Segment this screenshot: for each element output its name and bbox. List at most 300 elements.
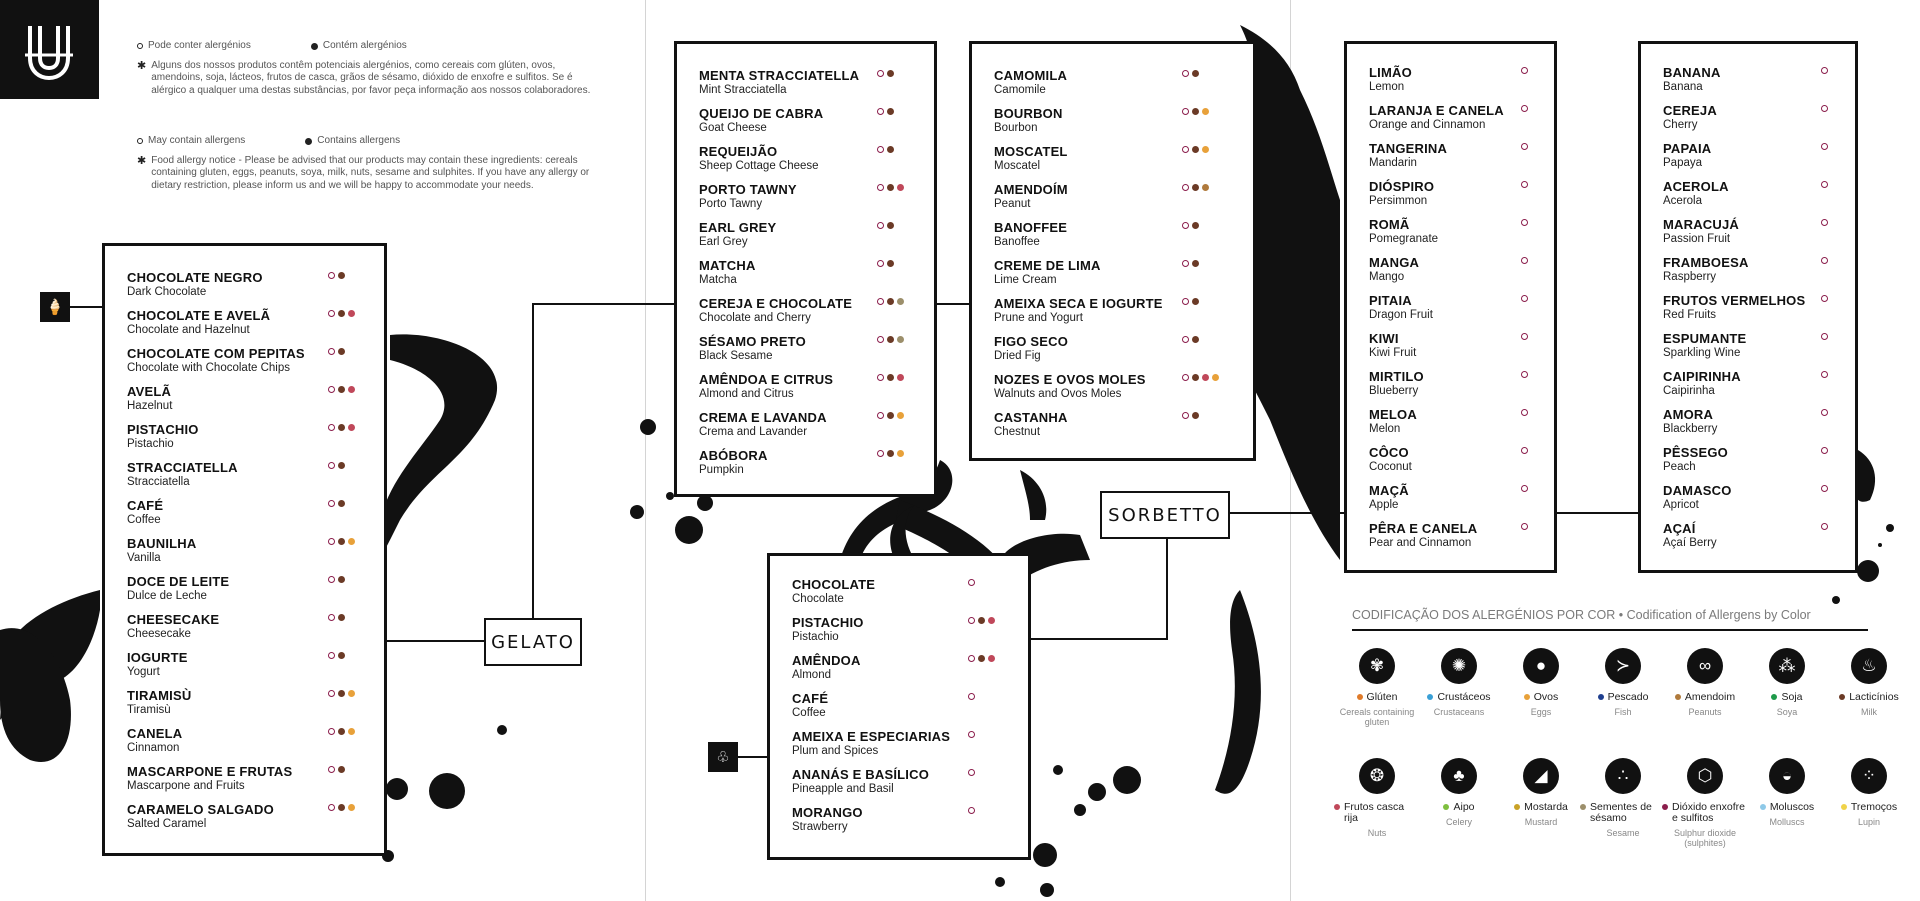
peanut-allergen-dot	[1202, 184, 1209, 191]
allergen-dots	[1821, 219, 1828, 226]
flavor-item	[127, 346, 374, 374]
milk-allergen-dot	[887, 108, 894, 115]
may-allergen-dot	[968, 769, 975, 776]
flavor-name-pt: REQUEIJÃO	[699, 144, 778, 159]
flavor-item	[1663, 255, 1845, 283]
allergen-color-dot	[1771, 694, 1777, 700]
allergen-color-dot	[1524, 694, 1530, 700]
flavor-name-en: Açaí Berry	[1663, 537, 1717, 549]
may-allergen-dot	[328, 804, 335, 811]
allergen-name-en: Fish	[1614, 707, 1632, 717]
flavor-item	[1369, 445, 1544, 473]
allergen-dots	[1521, 523, 1528, 530]
sesame-allergen-dot	[897, 298, 904, 305]
milk-allergen-dot	[887, 70, 894, 77]
flavor-name-en: Mascarpone and Fruits	[127, 780, 245, 792]
allergen-name-pt: Glúten	[1366, 691, 1398, 703]
flavor-name-en: Almond	[792, 669, 831, 681]
flavor-name-pt: LIMÃO	[1369, 65, 1412, 80]
allergen-name-pt: Moluscos	[1769, 801, 1815, 813]
may-allergen-dot	[328, 348, 335, 355]
flavor-item	[792, 729, 1018, 757]
may-allergen-dot	[1182, 146, 1189, 153]
flavor-name-pt: CHOCOLATE E AVELÃ	[127, 308, 271, 323]
flavor-item	[1369, 293, 1544, 321]
flavor-item	[994, 410, 1243, 438]
flavor-name-en: Coconut	[1369, 461, 1412, 473]
codification-title: CODIFICAÇÃO DOS ALERGÉNIOS POR COR	[1352, 608, 1616, 622]
may-allergen-dot	[877, 374, 884, 381]
flavor-name-pt: PÊSSEGO	[1663, 445, 1728, 460]
flavor-item	[792, 767, 1018, 795]
may-allergen-dot	[1821, 219, 1828, 226]
milk-allergen-dot	[1192, 374, 1199, 381]
allergen-name-en: Crustaceans	[1433, 707, 1485, 717]
soy-icon: ⁂	[1769, 648, 1805, 684]
flavor-name-en: Coffee	[792, 707, 826, 719]
allergen-dots	[1821, 181, 1828, 188]
may-allergen-dot	[328, 310, 335, 317]
flavor-item	[699, 258, 924, 286]
connector-line	[70, 306, 105, 308]
allergen-color-dot	[1357, 694, 1363, 700]
may-allergen-dot	[1521, 105, 1528, 112]
allergen-dots	[1521, 257, 1528, 264]
flavor-name-en: Porto Tawny	[699, 198, 763, 210]
allergen-name-pt: Dióxido enxofre e sulfitos	[1672, 801, 1745, 824]
shell-icon: ◒	[1769, 758, 1805, 794]
allergen-legend-item	[1498, 648, 1584, 717]
flavor-name-en: Prune and Yogurt	[994, 312, 1083, 324]
flavor-item	[1369, 179, 1544, 207]
notice-text: Food allergy notice - Please be advised that our products may contain these ingredients: cereals containing gluten, eggs, peanuts, soya, milk, nuts, sesame and sulphites. If you have any allergy or dietary restriction, please inform us and we will be happy to accommodate your needs.	[151, 154, 590, 191]
milk-allergen-dot	[1192, 412, 1199, 419]
milk-allergen-dot	[338, 614, 345, 621]
flavor-name-en: Sheep Cottage Cheese	[699, 160, 819, 172]
allergen-dots	[328, 424, 355, 431]
milk-allergen-dot	[338, 538, 345, 545]
may-contain-icon	[137, 138, 143, 144]
allergen-dots	[1182, 146, 1209, 153]
may-allergen-dot	[877, 260, 884, 267]
allergen-name-pt: Pescado	[1607, 691, 1649, 703]
flavor-name-en: Mango	[1369, 271, 1405, 283]
allergen-dots	[877, 412, 904, 419]
flavor-item	[699, 410, 924, 438]
allergen-legend-item	[1662, 648, 1748, 717]
flavor-name-pt: MOSCATEL	[994, 144, 1068, 159]
may-allergen-dot	[1521, 67, 1528, 74]
flavor-item	[127, 308, 374, 336]
may-allergen-dot	[877, 222, 884, 229]
allergen-color-dot	[1334, 804, 1340, 810]
allergen-dots	[328, 272, 345, 279]
milk-allergen-dot	[887, 260, 894, 267]
flavor-name-pt: CAFÉ	[127, 498, 164, 513]
allergen-dots	[1821, 257, 1828, 264]
milk-allergen-dot	[1192, 260, 1199, 267]
flavor-name-pt: AÇAÍ	[1663, 521, 1696, 536]
nuts-allergen-dot	[348, 310, 355, 317]
vegan-flavors-card	[767, 553, 1031, 860]
flavor-item	[1663, 217, 1845, 245]
flavor-name-pt: PÊRA E CANELA	[1369, 521, 1478, 536]
allergen-dots	[1521, 485, 1528, 492]
flavor-item	[1369, 369, 1544, 397]
allergen-dots	[1521, 143, 1528, 150]
flavor-name-en: Blackberry	[1663, 423, 1718, 435]
connector-line	[1030, 638, 1168, 640]
flavor-name-en: Cherry	[1663, 119, 1698, 131]
may-allergen-dot	[968, 617, 975, 624]
may-allergen-dot	[877, 184, 884, 191]
may-allergen-dot	[328, 652, 335, 659]
allergen-legend-item	[1416, 758, 1502, 827]
flavor-name-pt: EARL GREY	[699, 220, 777, 235]
flavor-item	[994, 144, 1243, 172]
flavor-name-pt: STRACCIATELLA	[127, 460, 238, 475]
milk-allergen-dot	[978, 655, 985, 662]
may-allergen-dot	[1821, 485, 1828, 492]
allergen-dots	[877, 374, 904, 381]
allergen-dots	[328, 348, 345, 355]
flavor-name-pt: IOGURTE	[127, 650, 188, 665]
fish-icon: ≻	[1605, 648, 1641, 684]
may-allergen-dot	[1182, 374, 1189, 381]
flavor-item	[699, 220, 924, 248]
flavor-name-en: Hazelnut	[127, 400, 173, 412]
allergen-dots	[1521, 181, 1528, 188]
flavor-name-en: Chestnut	[994, 426, 1041, 438]
flavor-name-en: Red Fruits	[1663, 309, 1717, 321]
may-allergen-dot	[1521, 523, 1528, 530]
flavor-item	[994, 258, 1243, 286]
flavor-item	[127, 688, 374, 716]
allergen-color-dot	[1760, 804, 1766, 810]
allergen-name-en: Milk	[1861, 707, 1877, 717]
allergen-dots	[877, 298, 904, 305]
milk-allergen-dot	[338, 272, 345, 279]
may-allergen-dot	[328, 500, 335, 507]
allergen-legend-item	[1334, 648, 1420, 727]
sesame-icon: ∴	[1605, 758, 1641, 794]
milk-allergen-dot	[1192, 298, 1199, 305]
flavor-item	[127, 536, 374, 564]
flavor-name-en: Orange and Cinnamon	[1369, 119, 1486, 131]
allergen-dots	[1521, 333, 1528, 340]
allergen-legend-item	[1580, 758, 1666, 838]
flavor-name-en: Kiwi Fruit	[1369, 347, 1417, 359]
flavor-name-pt: MORANGO	[792, 805, 863, 820]
eggs-icon: ●	[1523, 648, 1559, 684]
asterisk-icon: ✱	[137, 59, 147, 72]
connector-line	[385, 640, 485, 642]
flavor-name-en: Banoffee	[994, 236, 1040, 248]
allergen-dots	[968, 769, 975, 776]
allergen-legend-item	[1416, 648, 1502, 717]
may-allergen-dot	[1182, 184, 1189, 191]
flavor-name-en: Apricot	[1663, 499, 1699, 511]
may-allergen-dot	[328, 424, 335, 431]
flavor-name-pt: CANELA	[127, 726, 183, 741]
flavor-item	[994, 334, 1243, 362]
flavor-item	[699, 448, 924, 476]
flavor-item	[127, 802, 374, 830]
flavor-name-pt: LARANJA E CANELA	[1369, 103, 1504, 118]
flavor-name-pt: CASTANHA	[994, 410, 1068, 425]
flavor-name-en: Mint Stracciatella	[699, 84, 787, 96]
allergen-color-dot	[1662, 804, 1668, 810]
flavor-name-en: Chocolate	[792, 593, 844, 605]
allergen-dots	[1521, 409, 1528, 416]
milk-allergen-dot	[887, 374, 894, 381]
may-allergen-dot	[1821, 447, 1828, 454]
flavor-item	[994, 372, 1243, 400]
sorbetto-label: SORBETTO	[1100, 491, 1230, 539]
milk-allergen-dot	[338, 652, 345, 659]
ice-cream-icon: 🍦	[40, 292, 70, 322]
flavor-item	[792, 577, 1018, 605]
may-allergen-dot	[1182, 412, 1189, 419]
allergen-dots	[1821, 333, 1828, 340]
eggs-allergen-dot	[1202, 146, 1209, 153]
flavor-item	[1369, 65, 1544, 93]
may-allergen-dot	[877, 450, 884, 457]
nuts-allergen-dot	[897, 374, 904, 381]
connector-line	[532, 303, 677, 305]
flavor-name-en: Dark Chocolate	[127, 286, 207, 298]
flavor-name-pt: AMEIXA SECA E IOGURTE	[994, 296, 1163, 311]
allergen-dots	[328, 766, 345, 773]
may-allergen-dot	[1521, 447, 1528, 454]
flavor-item	[1663, 103, 1845, 131]
may-allergen-dot	[1821, 181, 1828, 188]
flavor-name-en: Mandarin	[1369, 157, 1417, 169]
flavor-item	[127, 422, 374, 450]
may-allergen-dot	[1182, 298, 1189, 305]
may-allergen-dot	[328, 462, 335, 469]
eggs-allergen-dot	[1202, 108, 1209, 115]
allergen-dots	[1821, 67, 1828, 74]
flavor-name-pt: DAMASCO	[1663, 483, 1732, 498]
flavor-name-en: Bourbon	[994, 122, 1038, 134]
may-allergen-dot	[1821, 333, 1828, 340]
flavor-name-pt: PORTO TAWNY	[699, 182, 797, 197]
flavor-name-en: Chocolate and Hazelnut	[127, 324, 250, 336]
flavor-name-en: Walnuts and Ovos Moles	[994, 388, 1122, 400]
flavor-item	[1369, 521, 1544, 549]
allergen-name-pt: Tremoços	[1850, 801, 1898, 813]
brand-logo	[0, 0, 99, 99]
allergen-dots	[968, 693, 975, 700]
may-allergen-dot	[1521, 219, 1528, 226]
flavor-name-en: Dragon Fruit	[1369, 309, 1433, 321]
flavor-name-en: Salted Caramel	[127, 818, 207, 830]
flavor-item	[127, 384, 374, 412]
may-allergen-dot	[1182, 222, 1189, 229]
flavor-name-pt: FRAMBOESA	[1663, 255, 1749, 270]
allergen-color-dot	[1839, 694, 1845, 700]
flavor-item	[127, 498, 374, 526]
allergen-dots	[877, 70, 894, 77]
milk-allergen-dot	[887, 412, 894, 419]
flavor-name-en: Pineapple and Basil	[792, 783, 894, 795]
allergen-name-en: Celery	[1445, 817, 1472, 827]
flavor-name-en: Cheesecake	[127, 628, 191, 640]
sesame-allergen-dot	[897, 336, 904, 343]
flavor-item	[792, 691, 1018, 719]
flavor-name-pt: BANANA	[1663, 65, 1721, 80]
flavor-name-en: Vanilla	[127, 552, 161, 564]
milk-allergen-dot	[1192, 108, 1199, 115]
allergen-dots	[328, 500, 345, 507]
flavor-item	[699, 334, 924, 362]
flavor-name-en: Pear and Cinnamon	[1369, 537, 1472, 549]
milk-allergen-dot	[338, 386, 345, 393]
allergen-name-en: Peanuts	[1688, 707, 1722, 717]
peanut-icon: ∞	[1687, 648, 1723, 684]
contains-label: Contém alergénios	[322, 40, 407, 51]
flavor-item	[1663, 293, 1845, 321]
vegan-pot-icon: ♧	[708, 742, 738, 772]
allergen-name-en: Eggs	[1530, 707, 1552, 717]
allergen-legend-item	[1744, 758, 1830, 827]
may-allergen-dot	[328, 614, 335, 621]
flavor-name-pt: AMÊNDOA E CITRUS	[699, 372, 834, 387]
codification-divider	[1352, 629, 1868, 631]
flavor-name-en: Pistachio	[127, 438, 174, 450]
may-allergen-dot	[1821, 257, 1828, 264]
allergen-dots	[877, 184, 904, 191]
milk-allergen-dot	[338, 766, 345, 773]
allergen-dots	[1182, 70, 1199, 77]
flavor-name-en: Raspberry	[1663, 271, 1717, 283]
connector-line	[1555, 512, 1645, 514]
allergen-name-pt: Soja	[1781, 691, 1803, 703]
may-allergen-dot	[328, 766, 335, 773]
flavor-name-en: Black Sesame	[699, 350, 773, 362]
flavor-name-pt: PISTACHIO	[792, 615, 864, 630]
codification-heading	[1352, 608, 1811, 622]
allergen-dots	[328, 690, 355, 697]
flavor-item	[127, 460, 374, 488]
allergen-dots	[968, 579, 975, 586]
milk-allergen-dot	[338, 576, 345, 583]
allergen-name-en: Sesame	[1606, 828, 1640, 838]
flavor-name-pt: MAÇÃ	[1369, 483, 1409, 498]
flavor-name-pt: MASCARPONE E FRUTAS	[127, 764, 293, 779]
allergen-dots	[1821, 371, 1828, 378]
flavor-name-pt: DIÓSPIRO	[1369, 179, 1435, 194]
allergen-dots	[328, 386, 355, 393]
may-contain-label: Pode conter alergénios	[148, 40, 251, 51]
flavor-name-pt: CARAMELO SALGADO	[127, 802, 274, 817]
flavor-item	[1663, 141, 1845, 169]
allergen-dots	[328, 310, 355, 317]
allergen-color-dot	[1443, 804, 1449, 810]
allergen-dots	[877, 222, 894, 229]
may-allergen-dot	[1182, 336, 1189, 343]
flavor-item	[1663, 521, 1845, 549]
allergen-dots	[328, 538, 355, 545]
flavor-name-pt: NOZES E OVOS MOLES	[994, 372, 1146, 387]
flavor-name-en: Acerola	[1663, 195, 1702, 207]
milk-allergen-dot	[887, 184, 894, 191]
milk-allergen-dot	[1192, 70, 1199, 77]
may-allergen-dot	[1521, 295, 1528, 302]
flavor-name-pt: AMORA	[1663, 407, 1714, 422]
flavor-name-pt: FIGO SECO	[994, 334, 1069, 349]
flavor-item	[1369, 407, 1544, 435]
flavor-name-en: Caipirinha	[1663, 385, 1715, 397]
celery-icon: ♣	[1441, 758, 1477, 794]
flavor-name-en: Chocolate with Chocolate Chips	[127, 362, 291, 374]
milk-allergen-dot	[338, 804, 345, 811]
contains-icon	[305, 138, 312, 145]
sorbetto-flavors-card-1	[1344, 41, 1557, 573]
nuts-allergen-dot	[988, 655, 995, 662]
flavor-item	[1369, 255, 1544, 283]
may-contain-icon	[137, 43, 143, 49]
allergen-dots	[877, 336, 904, 343]
flavor-name-en: Pumpkin	[699, 464, 744, 476]
allergen-name-en: Soya	[1776, 707, 1798, 717]
flavor-item	[127, 764, 374, 792]
allergen-name-en: Molluscs	[1769, 817, 1805, 827]
may-allergen-dot	[1821, 371, 1828, 378]
may-allergen-dot	[328, 690, 335, 697]
allergen-dots	[968, 807, 975, 814]
flavor-name-pt: PISTACHIO	[127, 422, 199, 437]
allergen-legend-item	[1662, 758, 1748, 848]
allergen-dots	[328, 728, 355, 735]
may-allergen-dot	[328, 538, 335, 545]
milk-allergen-dot	[887, 146, 894, 153]
allergen-notice-en	[137, 135, 597, 192]
allergen-name-en: Nuts	[1367, 828, 1387, 838]
flavor-name-en: Passion Fruit	[1663, 233, 1731, 245]
flavor-name-pt: QUEIJO DE CABRA	[699, 106, 824, 121]
flavor-item	[792, 805, 1018, 833]
may-allergen-dot	[1821, 523, 1828, 530]
may-allergen-dot	[328, 728, 335, 735]
flavor-item	[1369, 217, 1544, 245]
milk-icon: ♨	[1851, 648, 1887, 684]
may-allergen-dot	[1821, 143, 1828, 150]
nuts-allergen-dot	[897, 184, 904, 191]
flavor-name-en: Yogurt	[127, 666, 160, 678]
may-allergen-dot	[1821, 67, 1828, 74]
flavor-item	[1369, 141, 1544, 169]
flavor-name-pt: MARACUJÁ	[1663, 217, 1739, 232]
flavor-name-en: Peanut	[994, 198, 1031, 210]
flavor-name-en: Banana	[1663, 81, 1703, 93]
flavor-item	[1663, 331, 1845, 359]
flavor-name-pt: CAMOMILA	[994, 68, 1068, 83]
may-allergen-dot	[1821, 409, 1828, 416]
allergen-dots	[877, 108, 894, 115]
allergen-dots	[877, 450, 904, 457]
flavor-name-pt: FRUTOS VERMELHOS	[1663, 293, 1806, 308]
allergen-dots	[1521, 219, 1528, 226]
flavor-name-pt: ESPUMANTE	[1663, 331, 1747, 346]
flavor-name-pt: PITAIA	[1369, 293, 1412, 308]
allergen-name-pt: Aipo	[1453, 801, 1475, 813]
may-allergen-dot	[1521, 409, 1528, 416]
gelato-flavors-card-3	[969, 41, 1256, 461]
milk-allergen-dot	[978, 617, 985, 624]
allergen-dots	[1821, 105, 1828, 112]
